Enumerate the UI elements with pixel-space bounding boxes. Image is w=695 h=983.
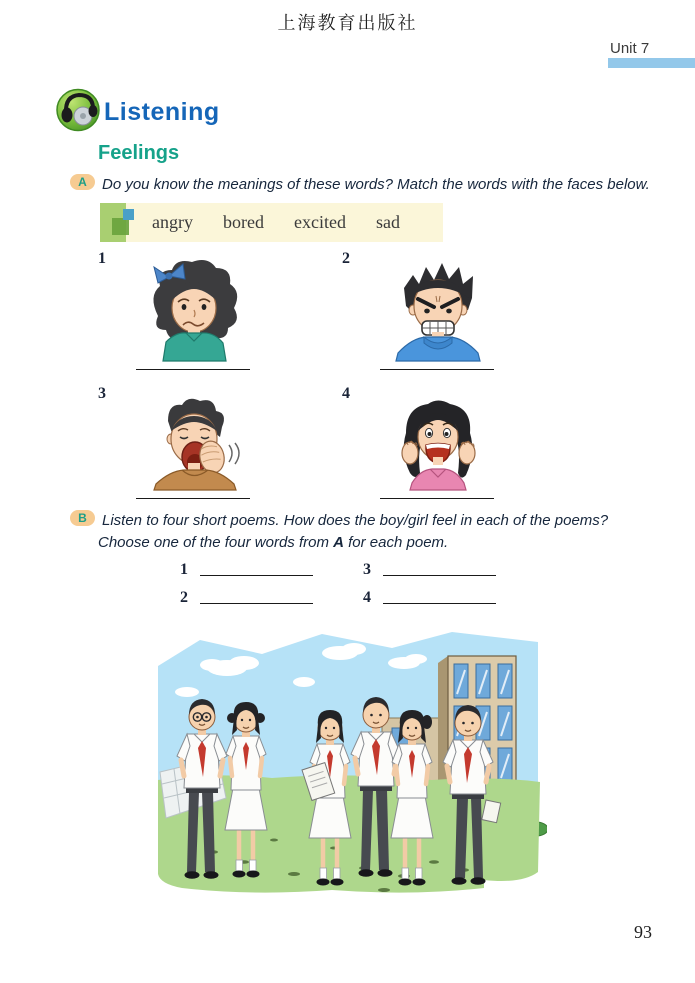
unit-label: Unit 7 xyxy=(610,40,650,57)
face-item-4 xyxy=(342,385,587,499)
face-item-2 xyxy=(342,250,587,370)
face-number: 3 xyxy=(98,385,106,402)
section-a-header xyxy=(70,174,670,195)
poem-blank-2: 2 xyxy=(180,589,313,607)
feelings-subtitle: Feelings xyxy=(98,142,180,164)
excited-girl-face-illustration xyxy=(382,391,494,491)
word-option: excited xyxy=(293,212,346,232)
answer-line xyxy=(136,498,250,499)
word-box xyxy=(100,203,443,242)
face-item-1 xyxy=(98,250,343,370)
answer-line xyxy=(383,575,496,576)
word-option: angry xyxy=(152,212,193,232)
section-b-header xyxy=(70,510,670,531)
unit-accent-bar xyxy=(608,58,695,68)
poem-blank-1: 1 xyxy=(180,561,313,579)
section-a-instruction: Do you know the meanings of these words? Match the words with the faces below. xyxy=(102,176,650,193)
word-option: sad xyxy=(375,212,400,232)
answer-line xyxy=(383,603,496,604)
bold-reference-a: A xyxy=(333,534,344,551)
section-b-instruction-line1: Listen to four short poems. How does the boy/girl feel in each of the poems? xyxy=(102,512,609,529)
answer-line xyxy=(200,575,313,576)
section-b-badge: B xyxy=(70,510,95,526)
section-a-badge: A xyxy=(70,174,95,190)
answer-line xyxy=(380,369,494,370)
sad-girl-face-illustration xyxy=(138,256,250,362)
section-b-instruction-line2: Choose one of the four words from A for each poem. xyxy=(98,534,449,551)
face-item-3 xyxy=(98,385,343,499)
face-number: 4 xyxy=(342,385,350,402)
listening-title: Listening xyxy=(104,98,220,126)
face-number: 2 xyxy=(342,250,350,267)
face-number: 1 xyxy=(98,250,106,267)
publisher-header: 上海教育出版社 xyxy=(277,13,418,33)
word-list xyxy=(152,203,400,242)
squares-decoration-icon xyxy=(100,203,138,247)
bored-man-yawning-illustration xyxy=(138,391,250,491)
listening-heading xyxy=(56,88,220,137)
answer-line xyxy=(136,369,250,370)
poem-blank-4: 4 xyxy=(363,589,496,607)
students-scene-illustration xyxy=(152,622,547,907)
word-option: bored xyxy=(222,212,264,232)
answer-line xyxy=(380,498,494,499)
answer-line xyxy=(200,603,313,604)
poem-blank-3: 3 xyxy=(363,561,496,579)
headphones-audio-icon xyxy=(56,88,100,137)
angry-man-face-illustration xyxy=(382,256,494,362)
page-number: 93 xyxy=(634,922,652,942)
